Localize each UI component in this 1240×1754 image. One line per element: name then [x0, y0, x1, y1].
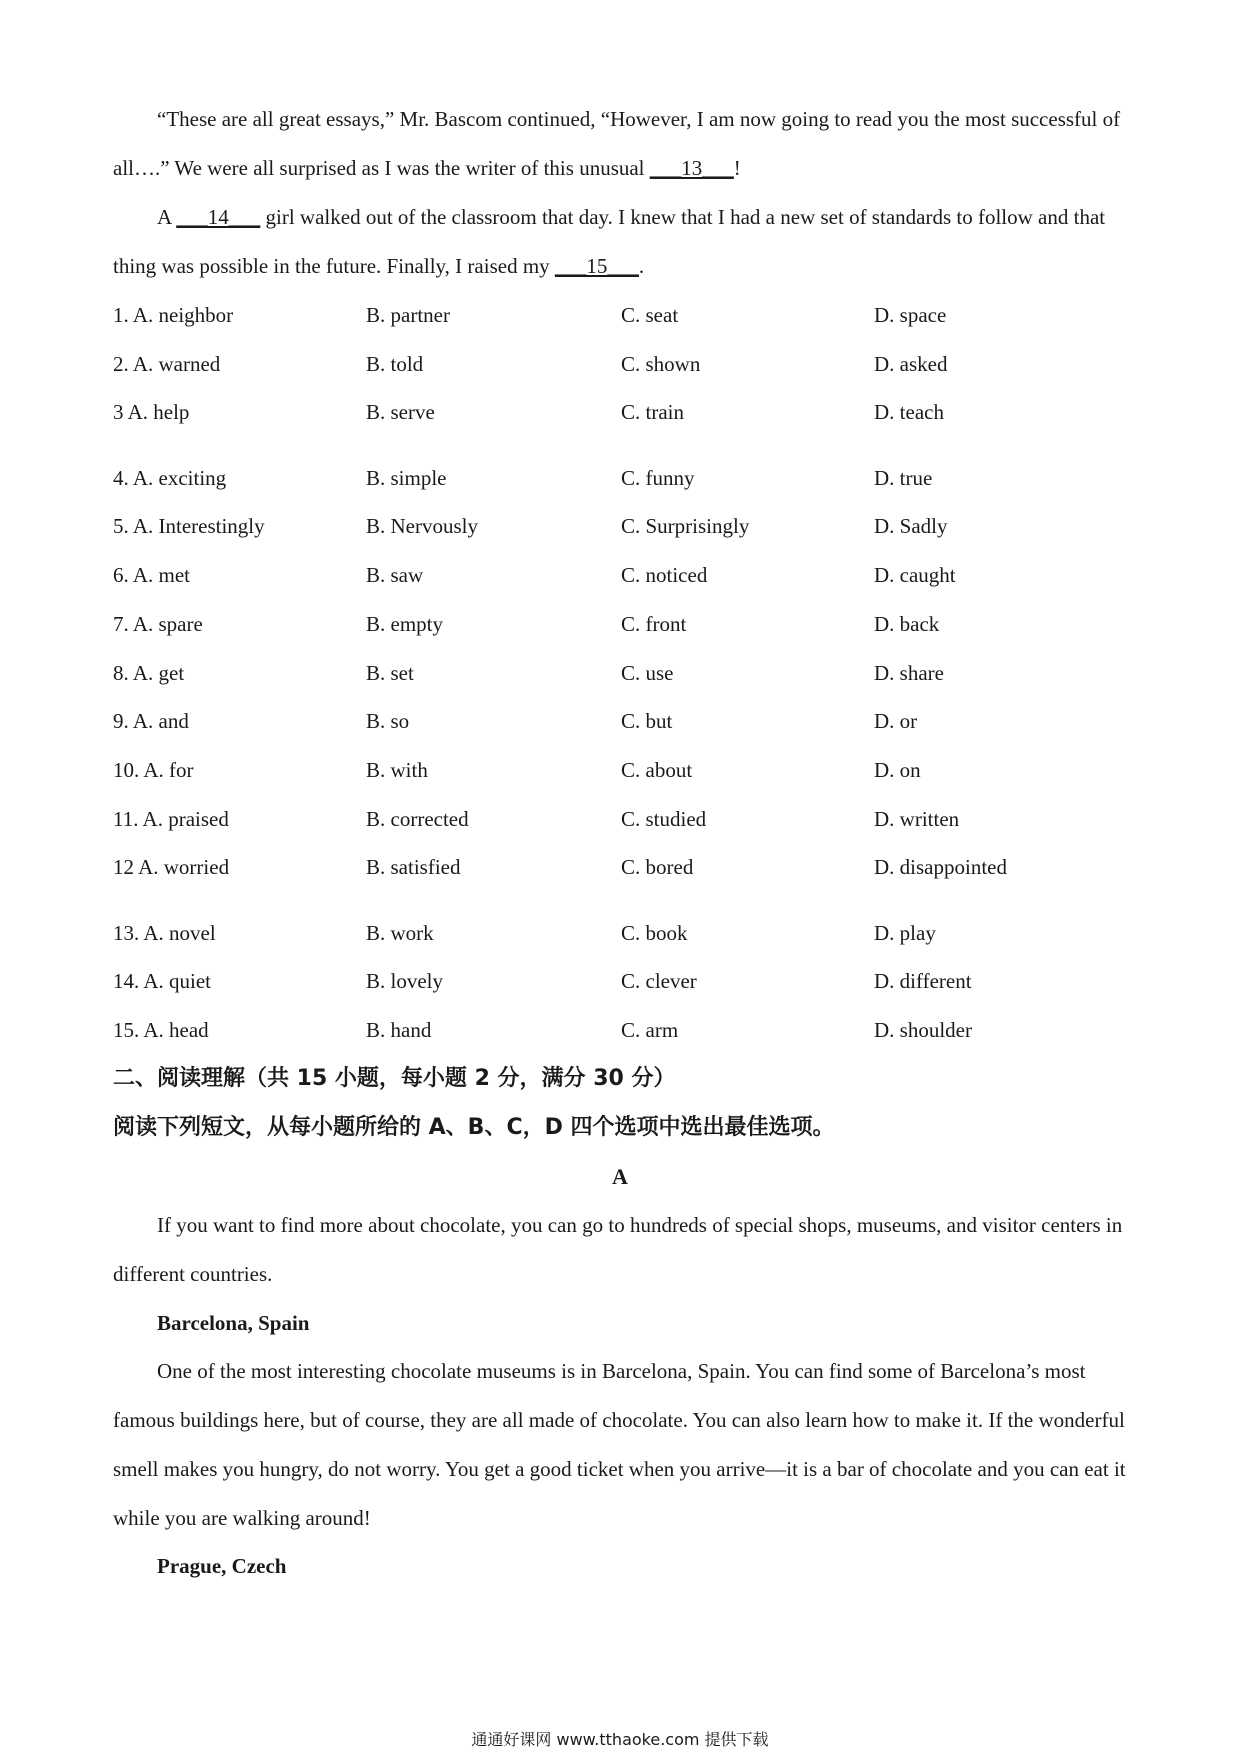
- question-row: [113, 966, 1133, 996]
- paragraph-text: girl walked out of the classroom that day. I knew that I had a new set of standards to follow and that thing was possible in the future. Finally, I raised my: [113, 205, 1106, 278]
- paragraph-text: “These are all great essays,” Mr. Bascom continued, “However, I am now going to read you the most successful of all….” We were all surprised as I was the writer of this unusual: [113, 107, 1121, 180]
- option-d: D. back: [874, 612, 940, 636]
- option-d: D. shoulder: [874, 1018, 972, 1042]
- question-row: [113, 463, 1133, 493]
- blank-13: ___13___: [649, 156, 734, 180]
- option-d: D. or: [874, 709, 918, 733]
- option-b: B. corrected: [366, 807, 469, 831]
- option-a: 15. A. head: [113, 1018, 209, 1042]
- option-a: 9. A. and: [113, 709, 189, 733]
- option-d: D. Sadly: [874, 514, 948, 538]
- option-a: 2. A. warned: [113, 352, 221, 376]
- option-a: 7. A. spare: [113, 612, 203, 636]
- passage-paragraph-13: [113, 95, 1133, 193]
- option-c: C. front: [621, 612, 687, 636]
- option-d: D. on: [874, 758, 921, 782]
- option-b: B. hand: [366, 1018, 432, 1042]
- option-c: C. use: [621, 661, 674, 685]
- passage-intro: If you want to find more about chocolate, you can go to hundreds of special shops, museums, and visitor centers in different countries.: [113, 1213, 1123, 1286]
- option-b: B. work: [366, 921, 434, 945]
- option-a: 1. A. neighbor: [113, 303, 234, 327]
- option-a: 10. A. for: [113, 758, 194, 782]
- option-d: D. asked: [874, 352, 948, 376]
- option-a: 14. A. quiet: [113, 969, 211, 993]
- option-b: B. simple: [366, 466, 447, 490]
- option-b: B. Nervously: [366, 514, 478, 538]
- page-footer: 通通好课网 www.tthaoke.com 提供下载: [471, 1730, 769, 1749]
- option-d: D. share: [874, 661, 944, 685]
- option-c: C. but: [621, 709, 673, 733]
- question-row: [113, 397, 1133, 427]
- section-heading: 二、阅读理解（共 15 小题，每小题 2 分，满分 30 分）: [113, 1066, 676, 1091]
- option-a: 6. A. met: [113, 563, 190, 587]
- question-row: [113, 511, 1133, 541]
- option-a: 12 A. worried: [113, 855, 230, 879]
- paragraph-text: .: [638, 254, 645, 278]
- question-row: [113, 706, 1133, 736]
- option-d: D. teach: [874, 400, 944, 424]
- subheading-barcelona: Barcelona, Spain: [157, 1311, 310, 1335]
- blank-15: ___15___: [554, 254, 639, 278]
- option-c: C. seat: [621, 303, 679, 327]
- option-b: B. with: [366, 758, 428, 782]
- question-row: [113, 658, 1133, 688]
- question-row: [113, 300, 1133, 330]
- option-c: C. book: [621, 921, 688, 945]
- blank-14: ___14___: [176, 205, 261, 229]
- option-c: C. studied: [621, 807, 707, 831]
- option-a: 8. A. get: [113, 661, 185, 685]
- option-a: 13. A. novel: [113, 921, 216, 945]
- option-d: D. true: [874, 466, 933, 490]
- option-a: 3 A. help: [113, 400, 190, 424]
- option-b: B. empty: [366, 612, 443, 636]
- subheading-prague: Prague, Czech: [157, 1554, 287, 1578]
- paragraph-text: !: [733, 156, 741, 180]
- option-b: B. lovely: [366, 969, 443, 993]
- passage-label: A: [612, 1164, 628, 1189]
- option-d: D. space: [874, 303, 947, 327]
- paragraph-text: A: [157, 205, 177, 229]
- question-row: [113, 804, 1133, 834]
- option-b: B. saw: [366, 563, 424, 587]
- barcelona-paragraph: One of the most interesting chocolate museums is in Barcelona, Spain. You can find some of Barcelona’s most famous buildings here, but of course, they are all made of chocolate. You can also learn how to make it. If the wonderful smell makes you hungry, do not worry. You get a good ticket when you arrive—it is a bar of chocolate and you can eat it while you are walking around!: [113, 1359, 1126, 1530]
- option-b: B. so: [366, 709, 410, 733]
- option-c: C. funny: [621, 466, 695, 490]
- option-b: B. partner: [366, 303, 450, 327]
- option-c: C. Surprisingly: [621, 514, 750, 538]
- option-b: B. serve: [366, 400, 435, 424]
- option-a: 11. A. praised: [113, 807, 229, 831]
- option-c: C. shown: [621, 352, 701, 376]
- option-d: D. written: [874, 807, 960, 831]
- option-c: C. clever: [621, 969, 697, 993]
- passage-paragraph-14-15: [113, 193, 1133, 291]
- option-c: C. arm: [621, 1018, 679, 1042]
- option-c: C. bored: [621, 855, 694, 879]
- option-c: C. about: [621, 758, 693, 782]
- option-d: D. play: [874, 921, 936, 945]
- question-row: [113, 349, 1133, 379]
- option-c: C. noticed: [621, 563, 708, 587]
- option-a: 5. A. Interestingly: [113, 514, 265, 538]
- question-row: [113, 1015, 1133, 1045]
- option-d: D. caught: [874, 563, 956, 587]
- question-row: [113, 609, 1133, 639]
- question-row: [113, 852, 1133, 882]
- option-a: 4. A. exciting: [113, 466, 227, 490]
- option-d: D. different: [874, 969, 972, 993]
- section-instruction: 阅读下列短文，从每小题所给的 A、B、C，D 四个选项中选出最佳选项。: [113, 1115, 835, 1140]
- option-b: B. set: [366, 661, 414, 685]
- question-row: [113, 755, 1133, 785]
- option-b: B. told: [366, 352, 424, 376]
- option-d: D. disappointed: [874, 855, 1007, 879]
- question-row: [113, 560, 1133, 590]
- option-c: C. train: [621, 400, 684, 424]
- question-row: [113, 918, 1133, 948]
- option-b: B. satisfied: [366, 855, 461, 879]
